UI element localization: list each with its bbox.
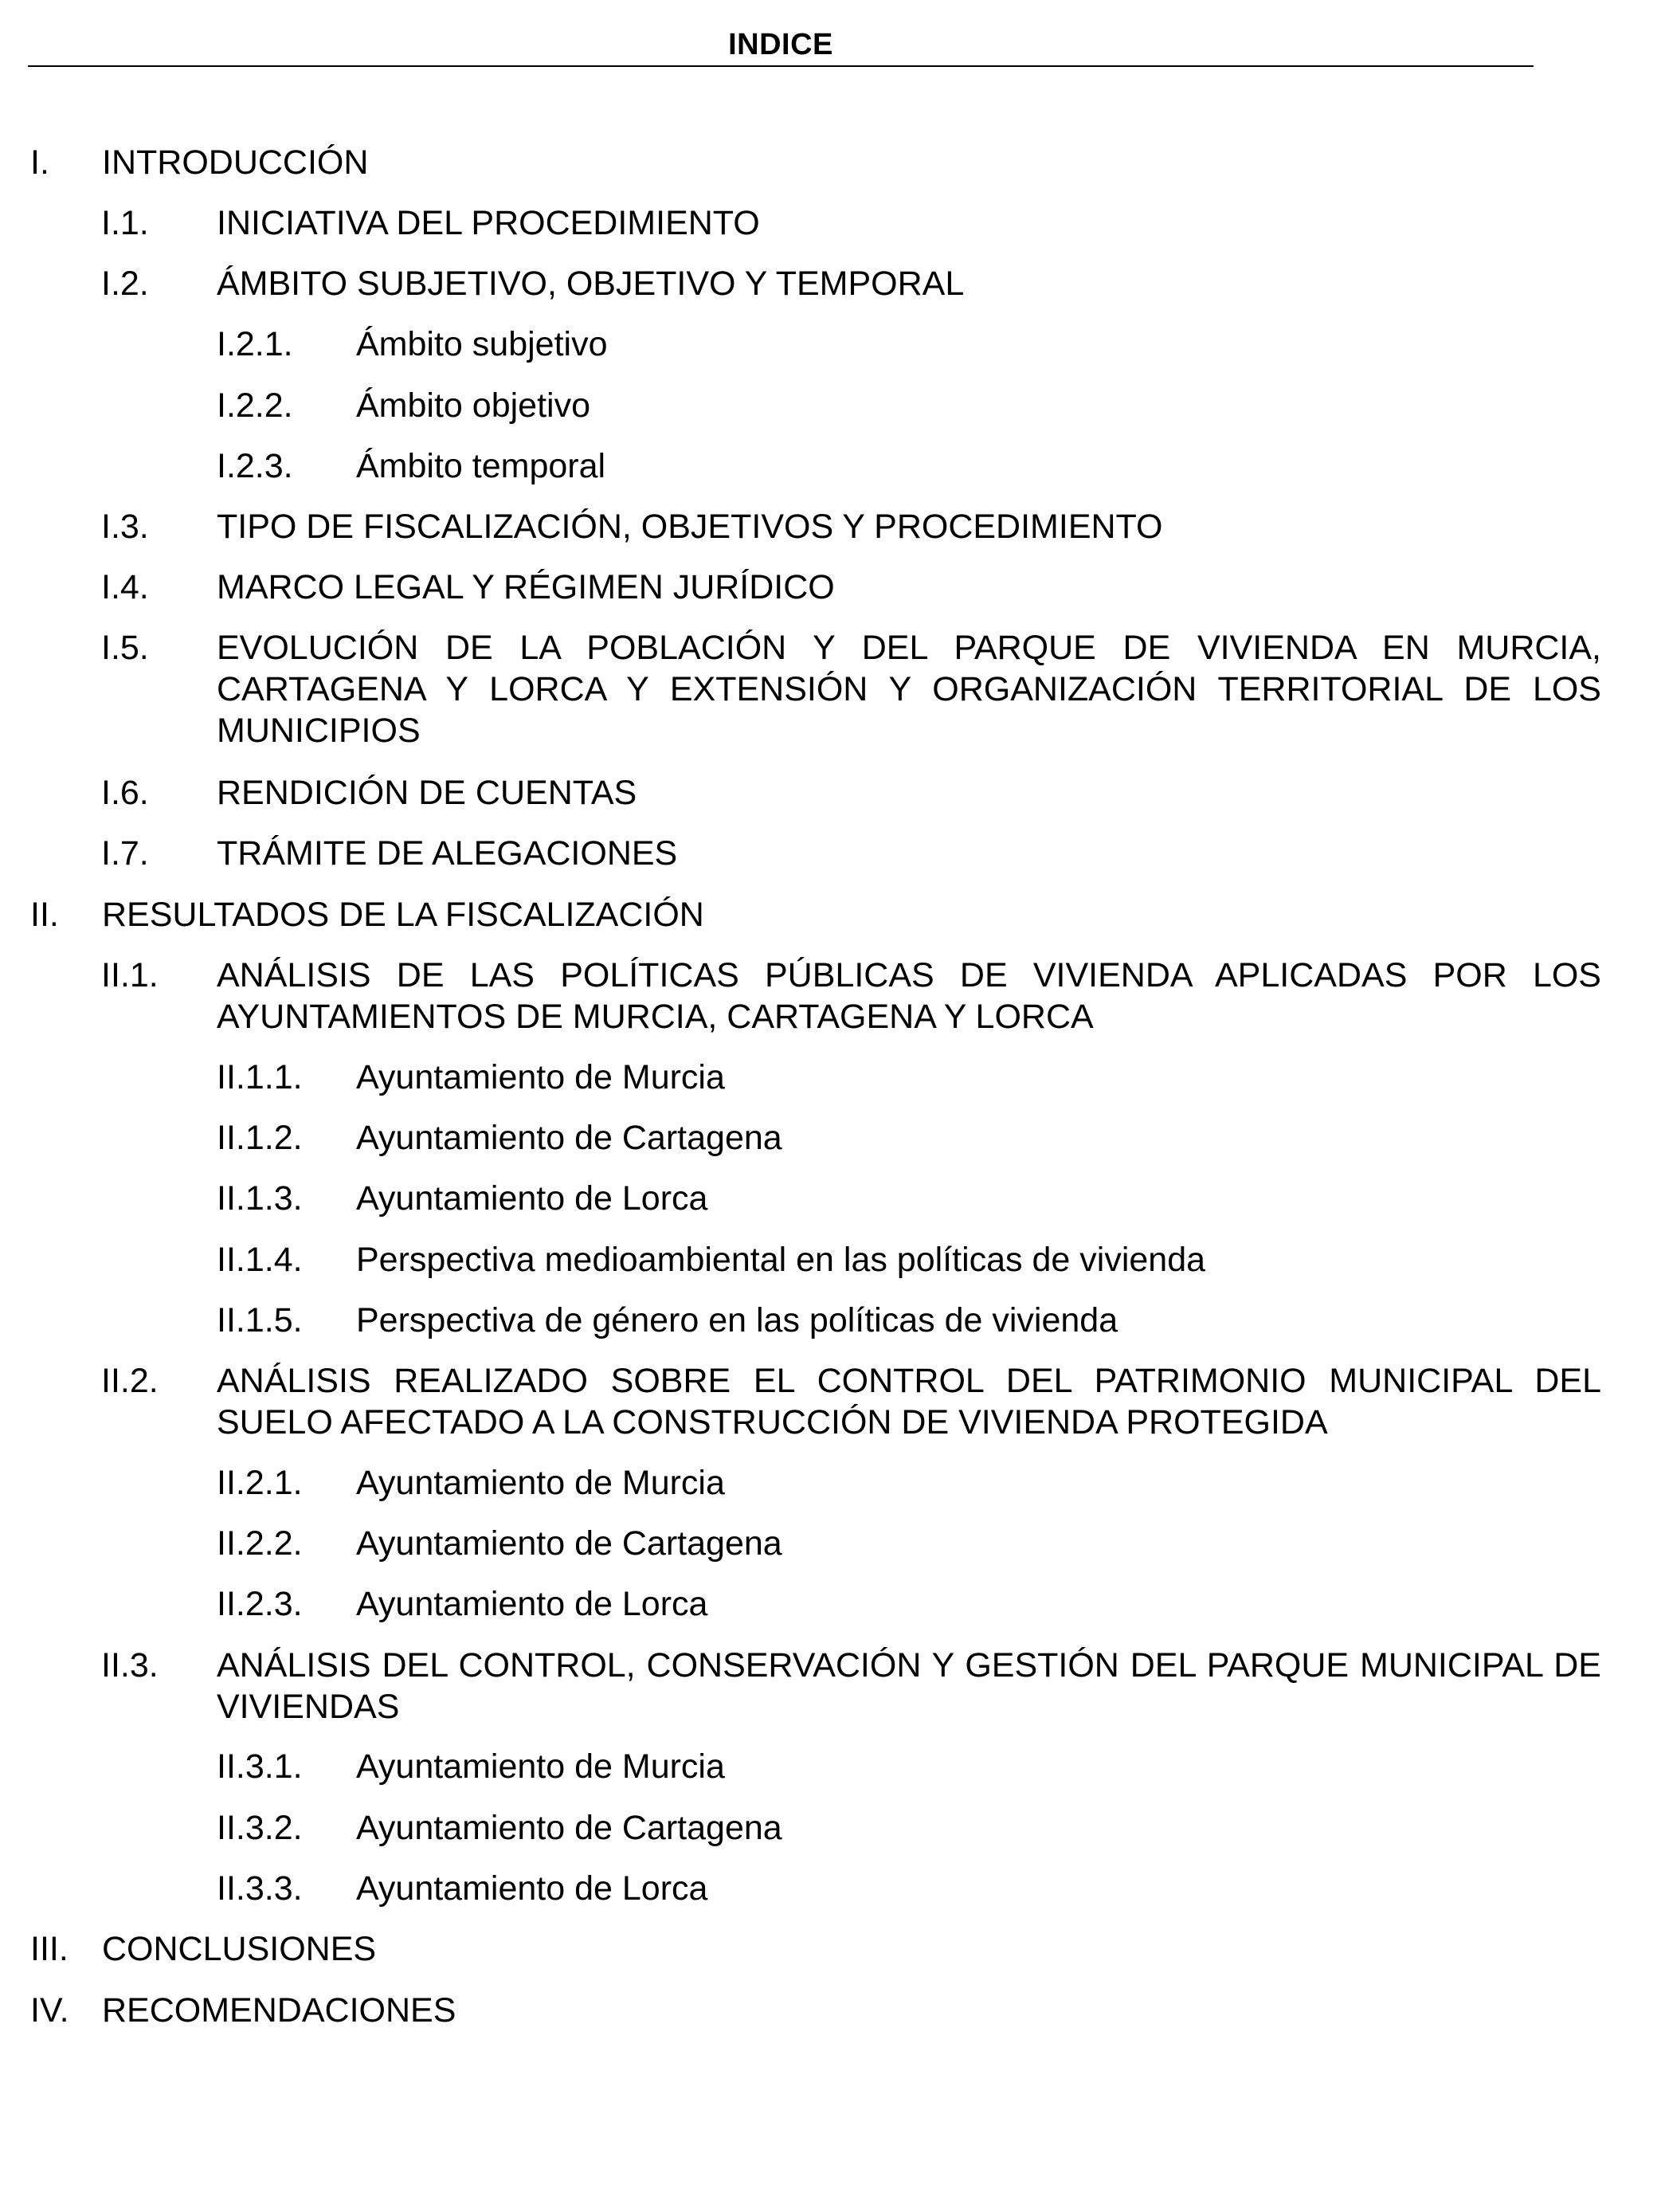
toc-entry-title: ANÁLISIS REALIZADO SOBRE EL CONTROL DEL PATRIMONIO MUNICIPAL DEL SUELO AFECTADO A LA CONSTRUCCIÓN DE VIVIENDA PROTEGIDA <box>217 1362 1601 1441</box>
toc-entry-title: Ámbito temporal <box>356 447 606 485</box>
toc-entry-title: RECOMENDACIONES <box>102 1991 456 2030</box>
toc-entry-title: TIPO DE FISCALIZACIÓN, OBJETIVOS Y PROCEDIMIENTO <box>217 508 1163 546</box>
toc-entry-number: I.3. <box>101 508 149 546</box>
toc-entry-number: I.7. <box>101 834 149 873</box>
toc-entry-number: I.5. <box>101 629 149 667</box>
toc-entry-title: RESULTADOS DE LA FISCALIZACIÓN <box>102 896 704 934</box>
toc-entry-title: ANÁLISIS DE LAS POLÍTICAS PÚBLICAS DE VIVIENDA APLICADAS POR LOS AYUNTAMIENTOS DE MURCIA, CARTAGENA Y LORCA <box>217 956 1601 1036</box>
toc-entry-title: Perspectiva de género en las políticas de vivienda <box>356 1301 1118 1339</box>
toc-entry-title: EVOLUCIÓN DE LA POBLACIÓN Y DEL PARQUE DE VIVIENDA EN MURCIA, CARTAGENA Y LORCA Y EXTENSIÓN Y ORGANIZACIÓN TERRITORIAL DE LOS MUNICIPIOS <box>217 629 1601 750</box>
toc-entry-title: Ayuntamiento de Lorca <box>356 1179 708 1218</box>
toc-entry-title: ÁMBITO SUBJETIVO, OBJETIVO Y TEMPORAL <box>217 265 965 303</box>
toc-entry-number: I.1. <box>101 204 149 242</box>
toc-entry-number: IV. <box>30 1991 69 2030</box>
toc-entry-number: II.2.1. <box>217 1464 303 1502</box>
toc-entry-title: Ayuntamiento de Murcia <box>356 1058 725 1096</box>
toc-entry-title: Ayuntamiento de Murcia <box>356 1464 725 1502</box>
toc-entry-title: Ayuntamiento de Lorca <box>356 1869 708 1908</box>
toc-entry-number: I.2.1. <box>217 325 293 363</box>
toc-entry-number: II.1.5. <box>217 1301 303 1339</box>
toc-entry-number: II.3.2. <box>217 1809 303 1847</box>
toc-entry-number: III. <box>30 1930 69 1968</box>
toc-entry-number: II.1.1. <box>217 1058 303 1096</box>
toc-entry-title: TRÁMITE DE ALEGACIONES <box>217 834 678 873</box>
toc-entry-title: Ayuntamiento de Lorca <box>356 1585 708 1623</box>
toc-entry-number: II.2.2. <box>217 1524 303 1563</box>
toc-entry-title: CONCLUSIONES <box>102 1930 377 1968</box>
toc-entry-number: II.3.1. <box>217 1747 303 1786</box>
toc-entry-number: II.1.2. <box>217 1119 303 1157</box>
header-divider <box>28 65 1534 67</box>
toc-entry-number: I.4. <box>101 568 149 606</box>
toc-entry-number: I.2. <box>101 265 149 303</box>
toc-entry-number: I. <box>30 143 49 182</box>
toc-entry-number: II.3. <box>101 1646 159 1684</box>
toc-entry-title: Ayuntamiento de Murcia <box>356 1747 725 1786</box>
toc-entry-number: II.3.3. <box>217 1869 303 1908</box>
toc-entry-number: I.2.3. <box>217 447 293 485</box>
toc-entry-title: Ayuntamiento de Cartagena <box>356 1809 782 1847</box>
toc-entry-number: II. <box>30 896 59 934</box>
toc-entry-title: ANÁLISIS DEL CONTROL, CONSERVACIÓN Y GESTIÓN DEL PARQUE MUNICIPAL DE VIVIENDAS <box>217 1646 1601 1726</box>
page-title: INDICE <box>728 28 833 61</box>
toc-entry-title: RENDICIÓN DE CUENTAS <box>217 774 637 812</box>
toc-entry-number: II.1. <box>101 956 159 994</box>
toc-entry-title: INICIATIVA DEL PROCEDIMIENTO <box>217 204 760 242</box>
toc-entry-number: I.2.2. <box>217 386 293 425</box>
toc-entry-title: Ámbito subjetivo <box>356 325 608 363</box>
toc-entry-title: Ámbito objetivo <box>356 386 590 425</box>
toc-entry-title: MARCO LEGAL Y RÉGIMEN JURÍDICO <box>217 568 835 606</box>
toc-entry-number: I.6. <box>101 774 149 812</box>
toc-entry-title: Ayuntamiento de Cartagena <box>356 1119 782 1157</box>
toc-entry-number: II.1.3. <box>217 1179 303 1218</box>
toc-entry-title: Perspectiva medioambiental en las políticas de vivienda <box>356 1241 1206 1279</box>
toc-entry-number: II.2. <box>101 1362 159 1400</box>
toc-entry-number: II.1.4. <box>217 1241 303 1279</box>
toc-entry-title: INTRODUCCIÓN <box>102 143 369 182</box>
toc-entry-number: II.2.3. <box>217 1585 303 1623</box>
toc-entry-title: Ayuntamiento de Cartagena <box>356 1524 782 1563</box>
